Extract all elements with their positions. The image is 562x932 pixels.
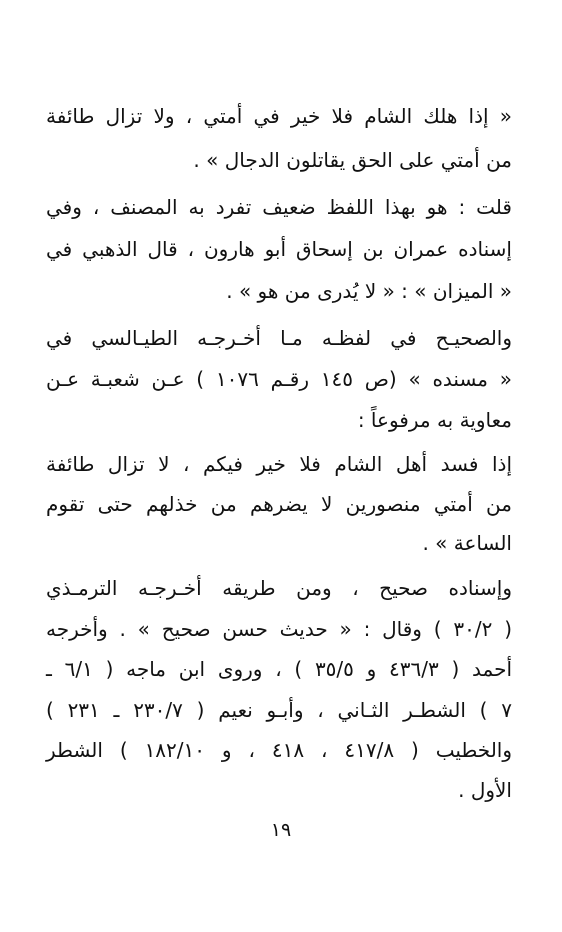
text-line: من أمتي منصورين لا يضرهم من خذلهم حتى تقوم xyxy=(46,492,512,516)
text-line: ( ٣٠/٢ ) وقال : « حديث حسن صحيح » . وأخرجه xyxy=(46,617,512,641)
text-line: وإسناده صحيح ، ومن طريقه أخـرجـه الترمـذي xyxy=(46,576,512,600)
text-line: الأول . xyxy=(458,778,512,802)
text-line: إسناده عمران بن إسحاق أبو هارون ، قال الذهبي في xyxy=(46,237,512,261)
page-number: ١٩ xyxy=(270,819,292,841)
text-line: أحمد ( ٤٣٦/٣ و ٣٥/٥ ) ، وروى ابن ماجه ( ٦/١ ـ xyxy=(46,657,513,681)
text-line: « الميزان » : « لا يُدرى من هو » . xyxy=(226,279,512,303)
text-line: الساعة » . xyxy=(422,531,512,555)
text-line: من أمتي على الحق يقاتلون الدجال » . xyxy=(193,148,512,172)
text-line: إذا فسد أهل الشام فلا خير فيكم ، لا تزال طائفة xyxy=(46,452,512,476)
text-line: والخطيب ( ٤١٧/٨ ، ٤١٨ ، و ١٨٢/١٠ ) الشطر xyxy=(46,738,513,762)
text-line: ٧ ) الشطـر الثـاني ، وأبـو نعيم ( ٢٣٠/٧ ـ ٢٣١ ) xyxy=(46,698,512,722)
text-line: « مسنده » (ص ١٤٥ رقـم ١٠٧٦ ) عـن شعبـة عـن xyxy=(46,367,513,391)
text-line: معاوية به مرفوعاً : xyxy=(357,408,512,432)
text-line: « إذا هلك الشام فلا خير في أمتي ، ولا تزال طائفة xyxy=(46,104,512,128)
text-line: والصحيـح في لفظـه مـا أخـرجـه الطيـالسي في xyxy=(46,326,512,350)
text-line: قلت : هو بهذا اللفظ ضعيف تفرد به المصنف ، وفي xyxy=(46,195,512,219)
